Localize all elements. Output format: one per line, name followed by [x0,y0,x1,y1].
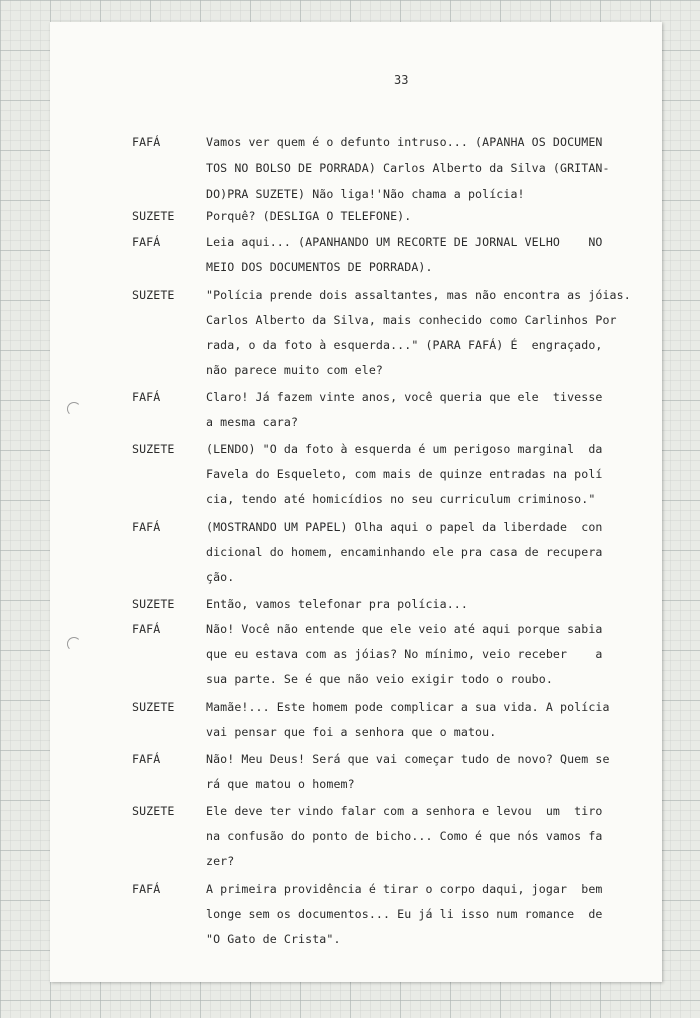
dialogue-line: que eu estava com as jóias? No mínimo, veio receber a [206,647,603,661]
speaker-name: FAFÁ [132,520,161,534]
speaker-name: FAFÁ [132,390,161,404]
dialogue-line: zer? [206,854,235,868]
dialogue-line: a mesma cara? [206,415,299,429]
dialogue-line: cia, tendo até homicídios no seu curriculum criminoso." [206,492,596,506]
dialogue-line: Favela do Esqueleto, com mais de quinze entradas na polí [206,467,603,481]
punch-hole-mark [67,637,81,651]
dialogue-line: Então, vamos telefonar pra polícia... [206,597,468,611]
dialogue-line: TOS NO BOLSO DE PORRADA) Carlos Alberto da Silva (GRITAN- [206,161,610,175]
speaker-name: FAFÁ [132,135,161,149]
dialogue-line: na confusão do ponto de bicho... Como é que nós vamos fa [206,829,603,843]
dialogue-line: dicional do homem, encaminhando ele pra casa de recupera [206,545,603,559]
dialogue-line: (LENDO) "O da foto à esquerda é um perigoso marginal da [206,442,603,456]
dialogue-line: Claro! Já fazem vinte anos, você queria que ele tivesse [206,390,603,404]
speaker-name: SUZETE [132,804,175,818]
dialogue-line: longe sem os documentos... Eu já li isso num romance de [206,907,603,921]
dialogue-line: Porquê? (DESLIGA O TELEFONE). [206,209,412,223]
script-page [50,22,662,982]
dialogue-line: Não! Você não entende que ele veio até aqui porque sabia [206,622,603,636]
dialogue-line: Não! Meu Deus! Será que vai começar tudo de novo? Quem se [206,752,610,766]
dialogue-line: vai pensar que foi a senhora que o matou. [206,725,497,739]
dialogue-line: (MOSTRANDO UM PAPEL) Olha aqui o papel da liberdade con [206,520,603,534]
dialogue-line: Ele deve ter vindo falar com a senhora e levou um tiro [206,804,603,818]
dialogue-line: DO)PRA SUZETE) Não liga!'Não chama a polícia! [206,187,525,201]
speaker-name: FAFÁ [132,235,161,249]
dialogue-line: A primeira providência é tirar o corpo daqui, jogar bem [206,882,603,896]
dialogue-line: MEIO DOS DOCUMENTOS DE PORRADA). [206,260,433,274]
speaker-name: SUZETE [132,700,175,714]
dialogue-line: "Polícia prende dois assaltantes, mas não encontra as jóias. [206,288,631,302]
speaker-name: SUZETE [132,597,175,611]
dialogue-line: Leia aqui... (APANHANDO UM RECORTE DE JORNAL VELHO NO [206,235,603,249]
dialogue-line: Vamos ver quem é o defunto intruso... (APANHA OS DOCUMEN [206,135,603,149]
dialogue-line: sua parte. Se é que não veio exigir todo o roubo. [206,672,553,686]
speaker-name: SUZETE [132,288,175,302]
dialogue-line: rada, o da foto à esquerda..." (PARA FAFÁ) É engraçado, [206,338,603,352]
page-number: 33 [394,73,409,87]
dialogue-line: "O Gato de Crista". [206,932,341,946]
dialogue-line: Carlos Alberto da Silva, mais conhecido como Carlinhos Por [206,313,617,327]
dialogue-line: Mamãe!... Este homem pode complicar a sua vida. A polícia [206,700,610,714]
speaker-name: SUZETE [132,442,175,456]
dialogue-line: ção. [206,570,235,584]
speaker-name: FAFÁ [132,622,161,636]
speaker-name: FAFÁ [132,882,161,896]
speaker-name: FAFÁ [132,752,161,766]
dialogue-line: rá que matou o homem? [206,777,355,791]
punch-hole-mark [67,402,81,416]
speaker-name: SUZETE [132,209,175,223]
dialogue-line: não parece muito com ele? [206,363,384,377]
